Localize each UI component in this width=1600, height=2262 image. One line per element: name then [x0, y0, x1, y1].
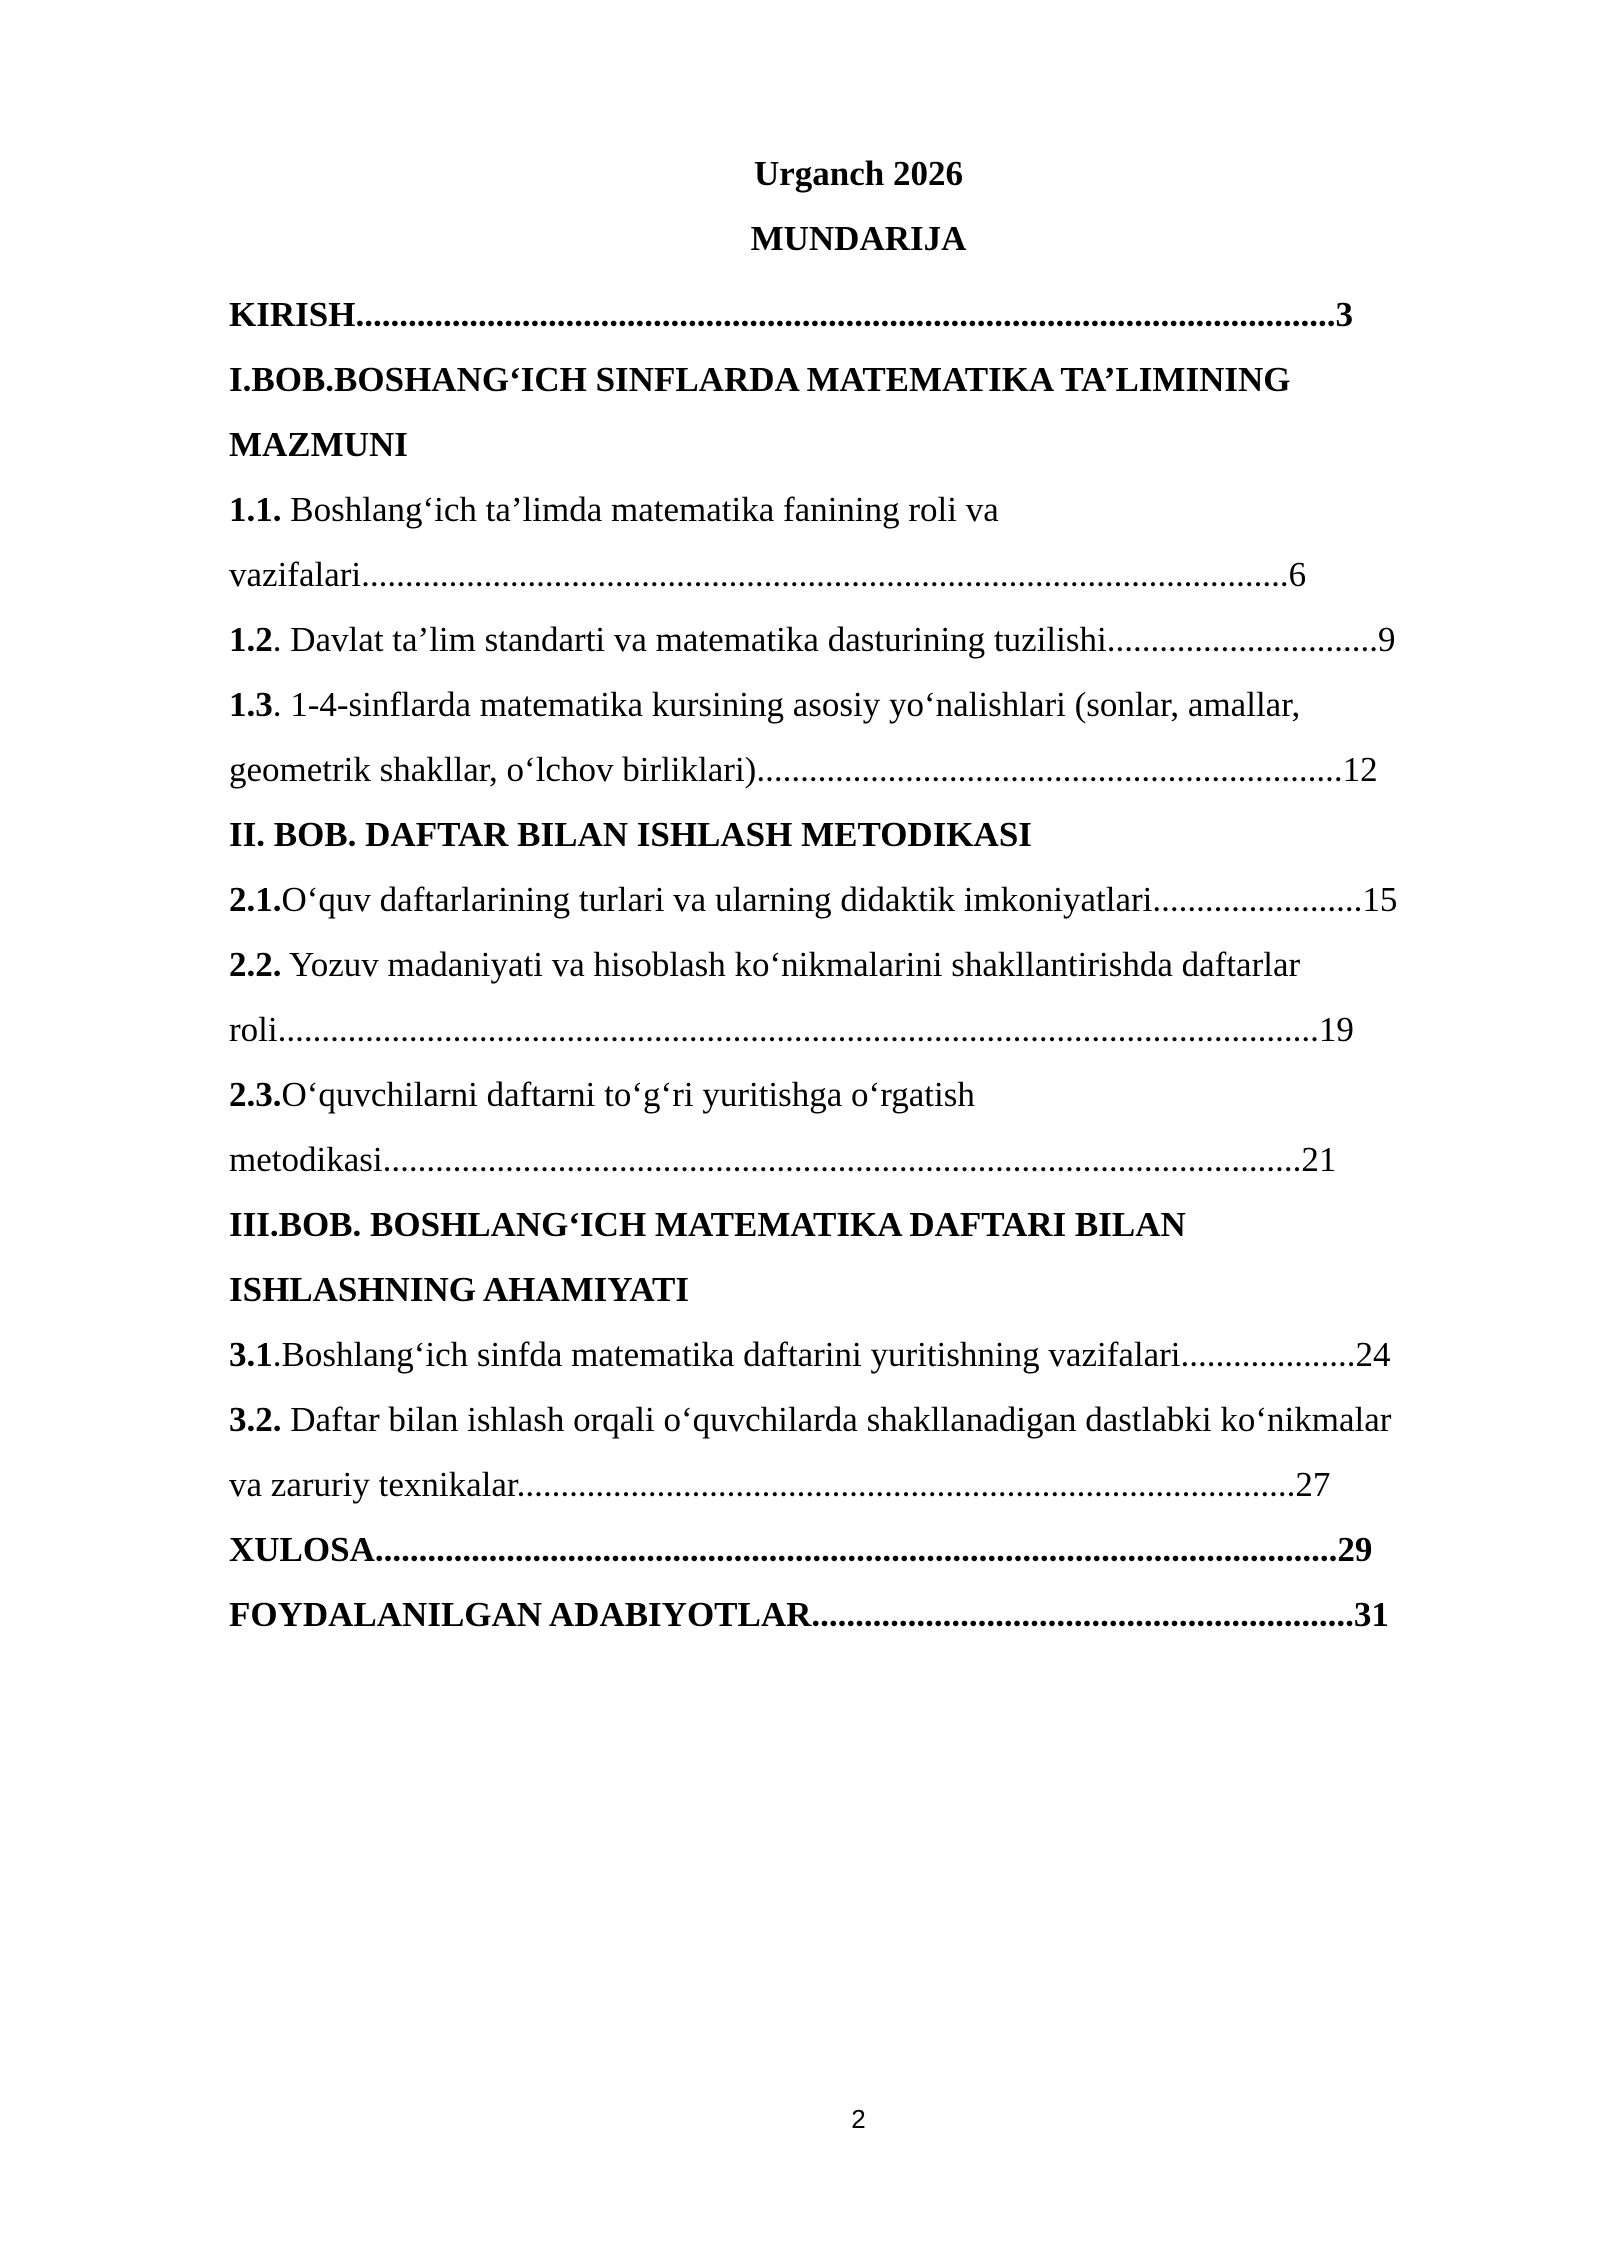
toc-entry-2-1: 2.1.O‘quv daftarlarining turlari va ularning didaktik imkoniyatlari........................15: [229, 880, 1398, 919]
toc-entry-1-1: 1.1. Boshlang‘ich ta’limda matematika fanining roli va vazifalari..........................................................................................................6: [229, 490, 1307, 594]
toc-page-number: 3: [1335, 295, 1353, 334]
leader-dots: ...................................................................: [756, 750, 1343, 789]
toc-entry-2-3: 2.3.O‘quvchilarni daftarni to‘g‘ri yuritishga o‘rgatish metodikasi.........................................................................................................21: [229, 1075, 1337, 1179]
leader-dots: ..........................................................................................................: [361, 555, 1289, 594]
section-number: 1.1.: [229, 490, 282, 529]
toc-page-number: 31: [1353, 1595, 1389, 1634]
section-number: 2.1.: [229, 880, 282, 919]
leader-dots: .........................................................................................: [516, 1465, 1296, 1504]
page-number: 2: [851, 2104, 866, 2134]
toc-entry-3-2: 3.2. Daftar bilan ishlash orqali o‘quvchilarda shakllanadigan dastlabki ko‘nikmalar va zaruriy texnikalar.........................................................................................27: [229, 1400, 1392, 1504]
toc-entry-xulosa: XULOSA..............................................................................................................29: [229, 1530, 1373, 1569]
toc-chapter-3: III.BOB. BOSHLANG‘ICH MATEMATIKA DAFTARI BILAN ISHLASHNING AHAMIYATI: [229, 1205, 1186, 1309]
toc-entry-1-3: 1.3. 1-4-sinflarda matematika kursining asosiy yo‘nalishlari (sonlar, amallar, geometrik shakllar, o‘lchov birliklari)...................................................................12: [229, 685, 1378, 789]
section-number: 2.2.: [229, 945, 282, 984]
section-number: 3.1: [229, 1335, 273, 1374]
leader-dots: .........................................................................................................: [382, 1140, 1302, 1179]
toc-entry-adabiyotlar: FOYDALANILGAN ADABIYOTLAR..............................................................31: [229, 1595, 1389, 1634]
toc-page-number: 21: [1301, 1140, 1337, 1179]
toc-page-number: 19: [1318, 1010, 1354, 1049]
toc-chapter-2: II. BOB. DAFTAR BILAN ISHLASH METODIKASI: [229, 815, 1032, 854]
toc-entry-kirish: KIRISH................................................................................................................3: [229, 295, 1353, 334]
toc-page-number: 6: [1288, 555, 1307, 594]
section-number: 2.3.: [229, 1075, 282, 1114]
leader-dots: .......................................................................................................................: [277, 1010, 1319, 1049]
leader-dots: ........................: [1152, 880, 1363, 919]
toc-chapter-1: I.BOB.BOSHANG‘ICH SINFLARDA MATEMATIKA TA’LIMINING MAZMUNI: [229, 360, 1291, 464]
leader-dots: ..............................................................: [811, 1595, 1354, 1634]
toc-page-number: 12: [1342, 750, 1378, 789]
document-title: Urganch 2026: [753, 154, 964, 193]
toc-page-number: 29: [1337, 1530, 1373, 1569]
toc-entry-3-1: 3.1.Boshlang‘ich sinfda matematika daftarini yuritishning vazifalari....................24: [229, 1335, 1391, 1374]
toc-entry-2-2: 2.2. Yozuv madaniyati va hisoblash ko‘nikmalarini shakllantirishda daftarlar roli.......................................................................................................................19: [229, 945, 1354, 1049]
table-of-contents: [229, 282, 1488, 1647]
section-number: 1.3: [229, 685, 273, 724]
toc-heading: MUNDARIJA: [750, 219, 967, 258]
leader-dots: ................................................................................................................: [355, 295, 1336, 334]
toc-page-number: 24: [1355, 1335, 1391, 1374]
leader-dots: ....................: [1180, 1335, 1356, 1374]
toc-page-number: 9: [1377, 620, 1396, 659]
section-number: 3.2.: [229, 1400, 282, 1439]
leader-dots: ..............................................................................................................: [374, 1530, 1338, 1569]
toc-page-number: 27: [1295, 1465, 1331, 1504]
toc-page-number: 15: [1362, 880, 1398, 919]
toc-entry-1-2: 1.2. Davlat ta’lim standarti va matematika dasturining tuzilishi...............................9: [229, 620, 1396, 659]
leader-dots: ...............................: [1106, 620, 1378, 659]
section-number: 1.2: [229, 620, 273, 659]
